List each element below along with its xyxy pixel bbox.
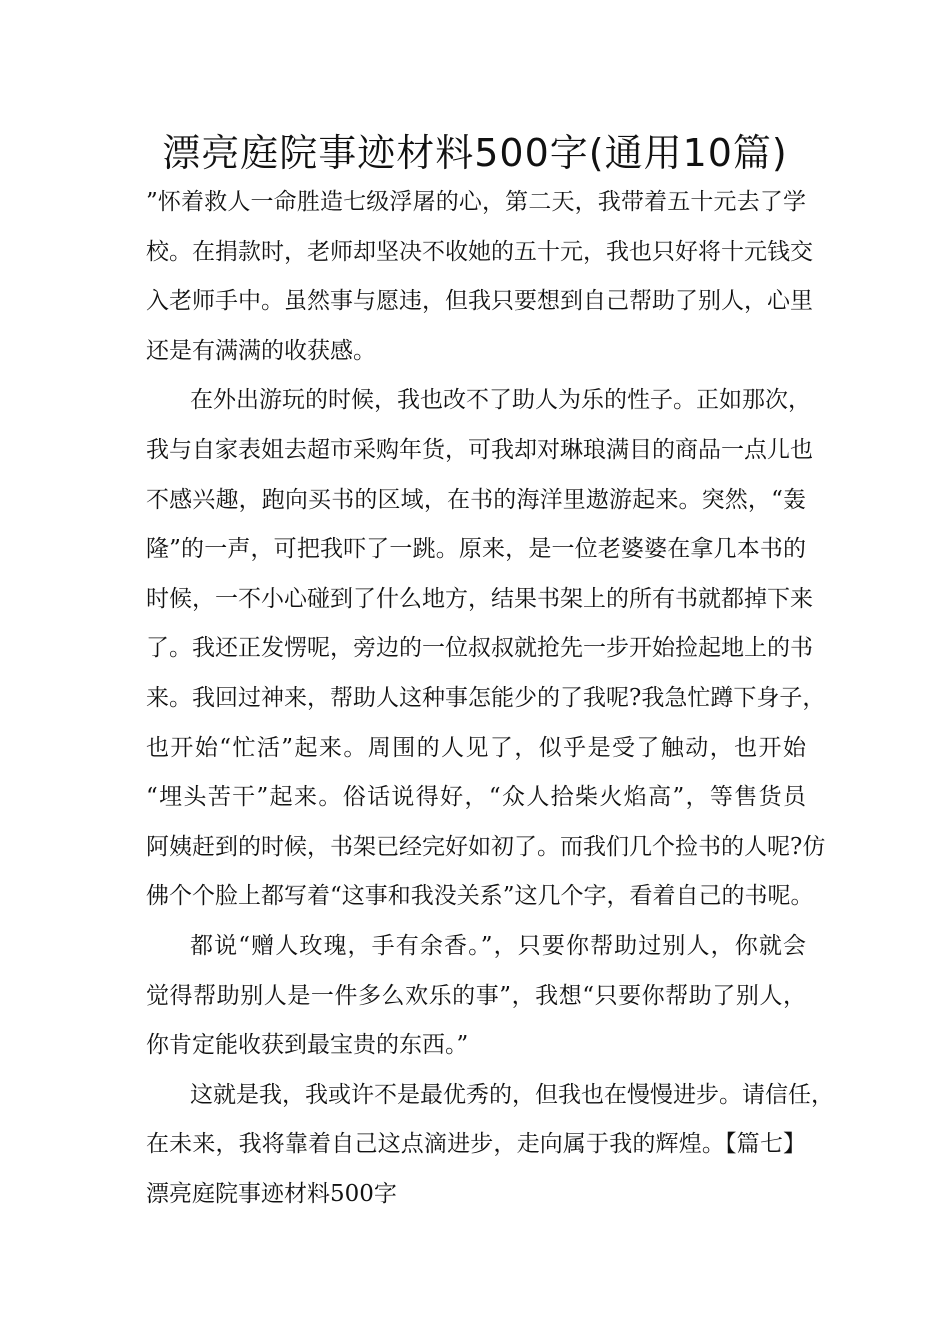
text-line: 不感兴趣，跑向买书的区域，在书的海洋里遨游起来。突然，“轰 bbox=[146, 486, 806, 513]
text-line: 了。我还正发愣呢，旁边的一位叔叔就抢先一步开始捡起地上的书 bbox=[146, 635, 813, 662]
text-line: 漂亮庭院事迹材料500字 bbox=[146, 1180, 397, 1207]
text-line: 校。在捐款时，老师却坚决不收她的五十元，我也只好将十元钱交 bbox=[146, 238, 813, 265]
text-line: 佛个个脸上都写着“这事和我没关系”这几个字，看着自己的书呢。 bbox=[146, 883, 814, 910]
text-line: 在外出游玩的时候，我也改不了助人为乐的性子。正如那次， bbox=[190, 387, 811, 414]
text-line: ”怀着救人一命胜造七级浮屠的心，第二天，我带着五十元去了学 bbox=[146, 189, 806, 215]
text-line: 阿姨赶到的时候，书架已经完好如初了。而我们几个捡书的人呢?仿 bbox=[146, 833, 826, 860]
text-line: 这就是我，我或许不是最优秀的，但我也在慢慢进步。请信任， bbox=[190, 1081, 834, 1108]
text-line: 我与自家表姐去超市采购年货，可我却对琳琅满目的商品一点儿也 bbox=[146, 436, 813, 463]
text-line: 隆”的一声，可把我吓了一跳。原来，是一位老婆婆在拿几本书的 bbox=[146, 536, 806, 563]
text-line: 时候，一不小心碰到了什么地方，结果书架上的所有书就都掉下来 bbox=[146, 585, 813, 612]
text-line: 来。我回过神来，帮助人这种事怎能少的了我呢?我急忙蹲下身子， bbox=[146, 684, 826, 711]
document-title: 漂亮庭院事迹材料500字(通用10篇) bbox=[162, 131, 788, 175]
text-line: 入老师手中。虽然事与愿违，但我只要想到自己帮助了别人，心里 bbox=[146, 288, 813, 315]
text-line: 觉得帮助别人是一件多么欢乐的事”，我想“只要你帮助了别人， bbox=[146, 982, 806, 1009]
text-line: “埋头苦干”起来。俗话说得好，“众人拾柴火焰高”，等售货员 bbox=[146, 784, 806, 811]
text-line: 你肯定能收获到最宝贵的东西。” bbox=[146, 1032, 469, 1059]
text-line: 在未来，我将靠着自己这点滴进步，走向属于我的辉煌。【篇七】 bbox=[146, 1131, 806, 1158]
text-line: 还是有满满的收获感。 bbox=[146, 337, 376, 364]
text-line: 都说“赠人玫瑰，手有余香。”，只要你帮助过别人，你就会 bbox=[190, 932, 806, 959]
text-line: 也开始“忙活”起来。周围的人见了，似乎是受了触动，也开始 bbox=[146, 734, 806, 761]
document-body bbox=[146, 178, 834, 1219]
